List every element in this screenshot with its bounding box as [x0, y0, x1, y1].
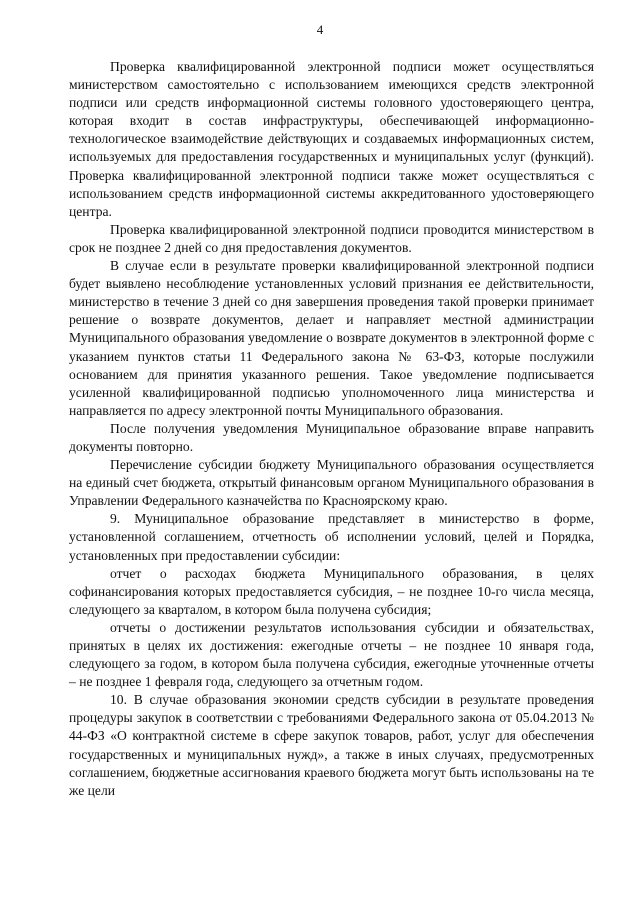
paragraph-return-decision: В случае если в результате проверки квалифицированной электронной подписи будет выявлено несоблюдение установленных условий признания ее действительности, министерство в течение 3 дней со дня завершения проведения такой проверки принимает решение о возврате документов, делает и направляет местной администрации Муниципального образования уведомление о возврате документов в электронной форме с указанием пунктов статьи 11 Федерального закона № 63-ФЗ, которые послужили основанием для принятия указанного решения. Такое уведомление подписывается усиленной квалифицированной подписью уполномоченного лица министерства и направляется по адресу электронной почты Муниципального образования. [69, 258, 594, 418]
paragraph-check-deadline: Проверка квалифицированной электронной подписи проводится министерством в срок не позднее 2 дней со дня предоставления документов. [69, 221, 594, 255]
paragraph-section-9: 9. Муниципальное образование представляет в министерство в форме, установленной соглашением, отчетность об исполнении условий, целей и Порядка, установленных при предоставлении субсидии: [69, 511, 594, 563]
paragraph-expense-report: отчет о расходах бюджета Муниципального образования, в целях софинансирования которых предоставляется субсидия, – не позднее 10-го числа месяца, следующего за кварталом, в котором была получена субсидия; [69, 565, 594, 617]
paragraph-results-report: отчеты о достижении результатов использования субсидии и обязательствах, принятых в целях их достижения: ежегодные отчеты – не позднее 10 января года, следующего за годом, в котором была получена субсидия, ежегодные уточненные отчеты – не позднее 1 февраля года, следующего за отчетным годом. [69, 619, 594, 690]
paragraph-subsidy-transfer: Перечисление субсидии бюджету Муниципального образования осуществляется на единый счет бюджета, открытый финансовым органом Муниципального образования в Управлении Федерального казначейства по Красноярскому краю. [69, 457, 594, 509]
document-body [69, 58, 594, 800]
paragraph-signature-check: Проверка квалифицированной электронной подписи может осуществляться министерством самостоятельно с использованием имеющихся средств электронной подписи или средств информационной системы головного удостоверяющего центра, которая входит в состав инфраструктуры, обеспечивающей информационно-технологическое взаимодействие действующих и создаваемых информационных систем, используемых для предоставления государственных и муниципальных услуг (функций). Проверка квалифицированной электронной подписи также может осуществляться с использованием средств информационной системы аккредитованного удостоверяющего центра. [69, 59, 594, 219]
paragraph-section-10: 10. В случае образования экономии средств субсидии в результате проведения процедуры закупок в соответствии с требованиями Федерального закона от 05.04.2013 № 44-ФЗ «О контрактной системе в сфере закупок товаров, работ, услуг для обеспечения государственных и муниципальных нужд», а также в иных случаях, предусмотренных соглашением, бюджетные ассигнования краевого бюджета могут быть использованы на те же цели [69, 692, 594, 798]
paragraph-resubmission: После получения уведомления Муниципальное образование вправе направить документы повторно. [69, 420, 594, 454]
page-number: 4 [316, 22, 324, 37]
